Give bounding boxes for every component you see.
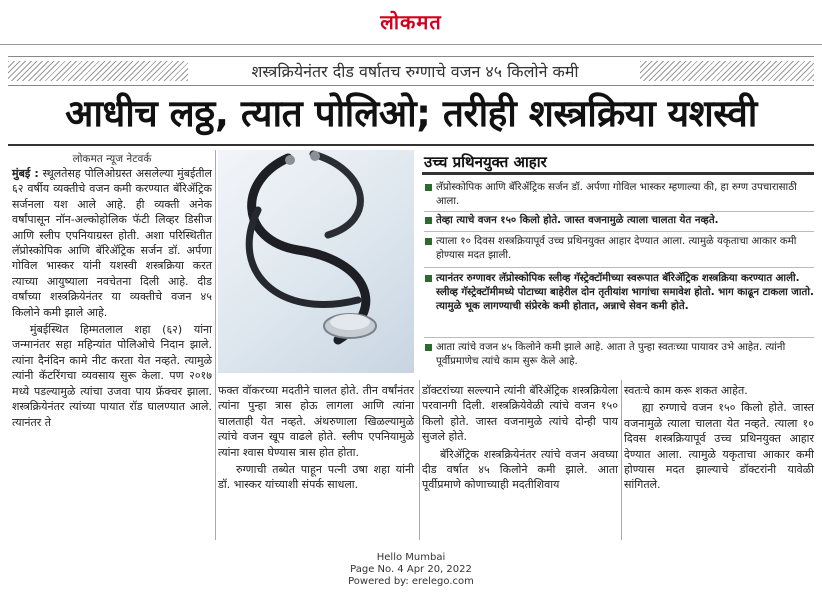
dateline: मुंबई : (12, 167, 39, 180)
stethoscope-photo (218, 150, 414, 373)
sidebar-title-rule (422, 172, 814, 175)
masthead-divider (0, 44, 822, 45)
column-divider (215, 150, 216, 540)
bullet-square-icon (425, 184, 432, 191)
footer-edition: Hello Mumbai (376, 552, 446, 563)
bullet-square-icon (425, 275, 432, 282)
bullet-square-icon (425, 217, 432, 224)
col2-paragraph-1: फक्त वॉकरच्या मदतीने चालत होते. तीन वर्षांनंतर त्यांना पुन्हा त्रास होऊ लागला आणि त्यांना चालताही येत नव्हते. अंथरुणाला खिळल्यामुळे त्यांचे वजन खूप वाढले होते. स्लीप एपनियामुळे त्यांना श्वास घेण्यास त्रास होत होता. (218, 384, 414, 459)
article-column-4 (624, 383, 814, 495)
col3-paragraph-1: डॉक्टरांच्या सल्ल्याने त्यांनी बॅरिॲट्रिक शस्त्रक्रियेला परवानगी दिली. शस्त्रक्रियेवेळी त्यांचे वजन १५० किलो होते. जास्त वजनामुळे त्यांचे दोन्ही पाय सुजले होते. (422, 384, 618, 444)
kicker-hatch-left (8, 61, 188, 81)
bullet-divider (424, 231, 814, 232)
col3-paragraph-2: बॅरिॲट्रिक शस्त्रक्रियेनंतर त्यांचे वजन अवघ्या दीड वर्षात ४५ किलोने कमी झाले. आता पूर्वीप्रमाणे कोणाच्याही मदतीशिवाय (422, 447, 618, 492)
footer-page-date: Page No. 4 Apr 20, 2022 (350, 564, 472, 575)
column-divider (621, 380, 622, 540)
col1-paragraph-1: स्थूलतेसह पोलिओग्रस्त असलेल्या मुंबईतील ६२ वर्षीय व्यक्तीचे वजन कमी करण्यात बॅरिॲट्रिक सर्जनला यश आले आहे. ही व्यक्ती अनेक वर्षांपासून नॉन-अल्कोहोलिक फॅटी लिव्हर डिसीज आणि स्लीप एपनियाग्रस्त होती. अशा परिस्थितीत लॅप्रोस्कोपिक आणि बॅरिॲट्रिक सर्जन डॉ. अर्पणा गोविल भास्कर यांनी यशस्वी शस्त्रक्रिया करत त्याच्या आयुष्याला नवचेतना दिली आहे. दीड वर्षांच्या शस्त्रक्रियेनंतर या व्यक्तीचे वजन ४५ किलोने कमी झाले आहे. (12, 167, 212, 319)
stethoscope-icon (218, 150, 414, 373)
byline: लोकमत न्यूज नेटवर्क (72, 153, 152, 165)
kicker-text: शस्त्रक्रियेनंतर दीड वर्षातच रुग्णाचे वजन ४५ किलोने कमी (190, 60, 640, 82)
article-column-1 (12, 166, 212, 432)
col2-paragraph-2: रुग्णाची तब्येत पाहून पत्नी उषा शहा यांनी डॉ. भास्कर यांच्याशी संपर्क साधला. (218, 463, 414, 492)
article-column-2 (218, 383, 414, 495)
bullet-square-icon (425, 238, 432, 245)
col4-paragraph-1: स्वतःचे काम करू शकत आहेत. (624, 384, 748, 397)
headline-rule (8, 144, 814, 146)
article-column-3 (422, 383, 618, 495)
sidebar-bullet: लॅप्रोस्कोपिक आणि बॅरिॲट्रिक सर्जन डॉ. अर्पणा गोविल भास्कर म्हणाल्या की, हा रुग्ण उपचारासाठी आला. (424, 181, 814, 209)
headline: आधीच लठ्ठ, त्यात पोलिओ; तरीही शस्त्रक्रिया यशस्वी (65, 92, 757, 135)
bullet-square-icon (425, 344, 432, 351)
sidebar-bullet: त्याला १० दिवस शस्त्रक्रियापूर्व उच्च प्रथिनयुक्त आहार देण्यात आला. त्यामुळे यकृताचा आकार कमी होण्यास मदत झाली. (424, 235, 814, 263)
col4-paragraph-2: ह्या रुग्णाचे वजन १५० किलो होते. जास्त वजनामुळे त्याला चालता येत नव्हते. त्याला १० दिवस शस्त्रक्रियापूर्व उच्च प्रथिनयुक्त आहार देण्यात आला. त्यामुळे यकृताचा आकार कमी होण्यास मदत झाल्याचे डॉक्टरांनी यावेळी सांगितले. (624, 401, 814, 492)
sidebar-bullet: तेव्हा त्याचे वजन १५० किलो होते. जास्त वजनामुळे त्याला चालता येत नव्हते. (424, 214, 814, 228)
column-divider (419, 380, 420, 540)
bullet-divider (424, 337, 814, 338)
masthead-logo[interactable]: लोकमत (380, 10, 442, 34)
footer-powered-link[interactable]: Powered by: erelego.com (348, 576, 474, 587)
sidebar-bullet: आता त्यांचे वजन ४५ किलोने कमी झाले आहे. आता ते पुन्हा स्वतःच्या पायावर उभे आहेत. त्यांनी पूर्वीप्रमाणेच त्यांचे काम सुरू केले आहे. (424, 341, 814, 369)
bullet-divider (424, 211, 814, 212)
bullet-divider (424, 267, 814, 268)
sidebar-bullet: त्यानंतर रुग्णावर लॅप्रोस्कोपिक स्लीव्ह गॅस्ट्रेक्टॉमीच्या स्वरूपात बॅरिॲट्रिक शस्त्रक्रिया करण्यात आली. स्लीव्ह गॅस्ट्रेक्टॉमीमध्ये पोटाच्या बाहेरील दोन तृतीयांश भागांचा समावेश होतो. भाग काढून टाकला जातो. त्यामुळे भूक लागण्याची संप्रेरके कमी होतात, अन्नाचे सेवन कमी होते. (424, 272, 814, 314)
col1-paragraph-2: मुंबईस्थित हिम्मतलाल शहा (६२) यांना जन्मानंतर सहा महिन्यांत पोलिओचे निदान झाले. त्यांना दैनंदिन कामे नीट करता येत नव्हते. त्यामुळे त्यांनी कॅटरिंगचा व्यवसाय सुरू केला. पण २०१७ मध्ये पडल्यामुळे त्यांचा उजवा पाय फ्रॅक्चर झाला. शस्त्रक्रियेनंतर त्यांच्या पायात रॉड घालण्यात आले. त्यानंतर ते (12, 323, 212, 429)
kicker-hatch-right (640, 61, 814, 81)
sidebar-title: उच्च प्रथिनयुक्त आहार (424, 153, 547, 171)
